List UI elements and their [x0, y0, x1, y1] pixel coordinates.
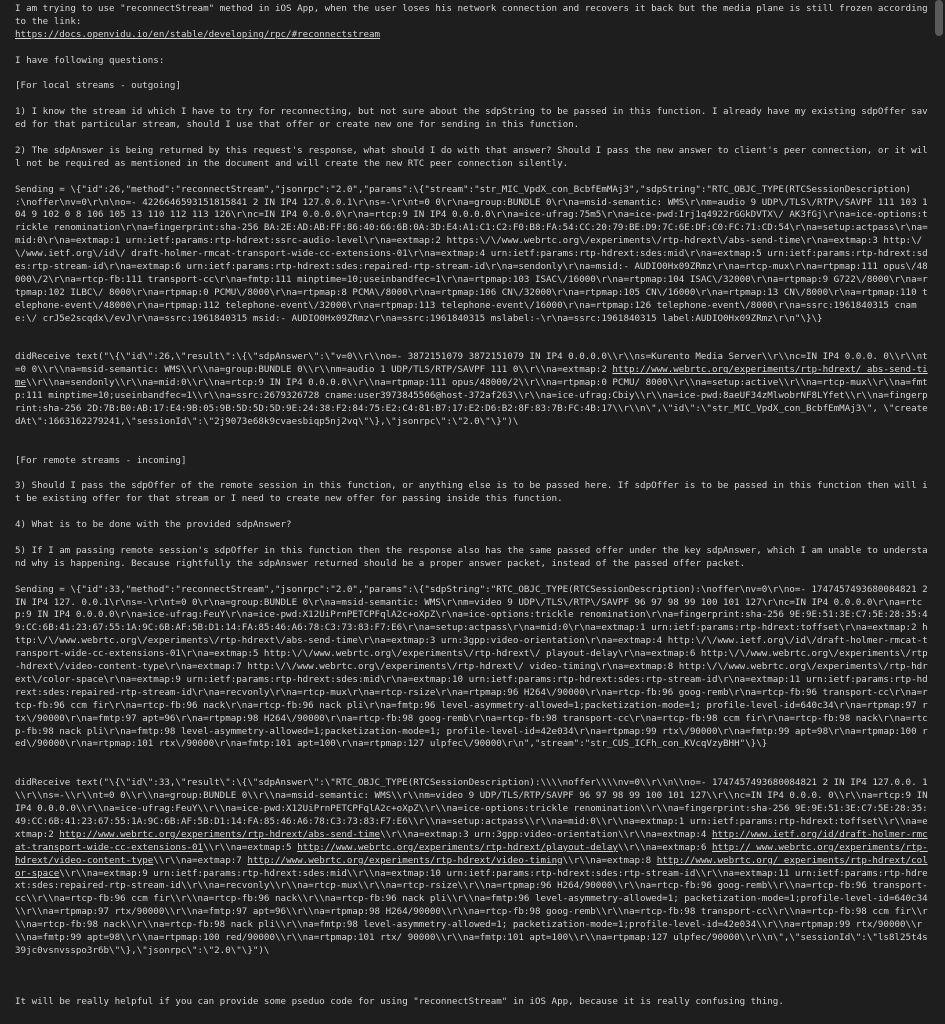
question-2: 2) The sdpAnswer is being returned by this request's response, what should I do with that answer? Should I pass the new answer to client's peer connection, or it will not be required as mentioned in the document and will create the new RTC peer connection silently.: [15, 144, 928, 169]
intro-line: I am trying to use "reconnectStream" method in iOS App, when the user loses his network connection and recovers it back but the media plane is still frozen according to the link:: [15, 3, 928, 27]
video-timing-link[interactable]: http://www.webrtc.org/experiments/rtp-hdrext/video-timing: [247, 854, 563, 866]
sending-log-local: Sending = \{"id":26,"method":"reconnectStream","jsonrpc":"2.0","params":\{"stream":"str_MIC_VpdX_con_BcbfEmMAj3","sdpString":"RTC_OBJC_TYPE(RTCSessionDescription) :\noffer\nv=0\r\n\no=- 4226646593151815841 2 IN IP4 127.0.0.1\r\ns=-\r\nt=0 0\r\na=group:BUNDLE 0\r\na=msid-semantic: WMS\r\nm=audio 9 UDP\/TLS\/RTP\/SAVPF 111 103 104 9 102 0 8 106 105 13 110 112 113 126\r\nc=IN IP4 0.0.0.0\r\na=rtcp:9 IN IP4 0.0.0.0\r\na=ice-ufrag:75m5\r\na=ice-pwd:Irj1q4922rGGkDVTX\/ AK3fGj\r\na=ice-options:trickle renomination\r\na=fingerprint:sha-256 BA:2E:AD:AB:FF:86:40:66:6B:0A:3D:E4:A1:C1:C2:F0:B8:FA:54:CC:20:79:BE:D9:7C:6E:DF:C0:FC:71:CD:54\r\na=setup:actpass\r\na=mid:0\r\na=extmap:1 urn:ietf:params:rtp-hdrext:ssrc-audio-level\r\na=extmap:2 https:\/\/www.webrtc.org\/experiments\/rtp-hdrext\/abs-send-time\r\na=extmap:3 http:\/\/www.ietf.org\/id\/ draft-holmer-rmcat-transport-wide-cc-extensions-01\r\na=extmap:4 urn:ietf:params:rtp-hdrext:sdes:mid\r\na=extmap:5 urn:ietf:params:rtp-hdrext:sdes:rtp-stream-id\r\na=extmap:6 urn:ietf:params:rtp-hdrext:sdes:repaired-rtp-stream-id\r\na=sendonly\r\na=msid:- AUDIO0Hx09ZRmz\r\na=rtcp-mux\r\na=rtpmap:111 opus\/48000\/2\r\na=rtcp-fb:111 transport-cc\r\na=fmtp:111 minptime=10;useinbandfec=1\r\na=rtpmap:103 ISAC\/16000\r\na=rtpmap:104 ISAC\/32000\r\na=rtpmap:9 G722\/8000\r\na=rtpmap:102 ILBC\/ 8000\r\na=rtpmap:0 PCMU\/8000\r\na=rtpmap:8 PCMA\/8000\r\na=rtpmap:106 CN\/32000\r\na=rtpmap:105 CN\/16000\r\na=rtpmap:13 CN\/8000\r\na=rtpmap:110 telephone-event\/48000\r\na=rtpmap:112 telephone-event\/32000\r\na=rtpmap:113 telephone-event\/16000\r\na=rtpmap:126 telephone-event\/8000\r\na=ssrc:1961840315 cname:\/ crJ5e2scqdx\/evJ\r\na=ssrc:1961840315 msid:- AUDIO0Hx09ZRmz\r\na=ssrc:1961840315 mslabel:-\r\na=ssrc:1961840315 label:AUDIO0Hx09ZRmz\r\n"\}\}: [15, 183, 928, 324]
local-streams-heading: [For local streams - outgoing]: [15, 80, 181, 92]
remote-streams-heading: [For remote streams - incoming]: [15, 454, 187, 466]
question-5: 5) If I am passing remote session's sdpOffer in this function then the response also has the same passed offer under the key sdpAnswer, which I am unable to understand why is happening. Because rightfully the sdpAnswer returned should be a proper answer packet, instead of the passed offer packet.: [15, 544, 928, 569]
receive-log-remote-part-g: \\r\\na=extmap:9 urn:ietf:params:rtp-hdrext:sdes:mid\\r\\na=extmap:10 urn:ietf:params:rtp-hdrext:sdes:rtp-stream-id\\r\\na=extmap:11 urn:ietf:params:rtp-hdrext:sdes:repaired-rtp-stream-id\\r\\na=recvonly\\r\\na=rtcp-mux\\r\\na=rtcp-rsize\\r\\na=rtpmap:96 H264/90000\\r\\na=rtcp-fb:96 goog-remb\\r\\na=rtcp-fb:96 transport-cc\\r\\na=rtcp-fb:96 ccm fir\\r\\na=rtcp-fb:96 nack\\r\\na=rtcp-fb:96 nack pli\\r\\na=fmtp:96 level-asymmetry-allowed=1; packetization-mode=1;profile-level-id=640c34\\r\\na=rtpmap:97 rtx/90000\\r\\na=fmtp:97 apt=96\\r\\na=rtpmap:98 H264/90000\\r\\na=rtcp-fb:98 goog-remb\\r\\na=rtcp-fb:98 transport-cc\\r\\na=rtcp-fb:98 ccm fir\\r\\na=rtcp-fb:98 nack\\r\\na=rtcp-fb:98 nack pli\\r\\na=fmtp:98 level-asymmetry-allowed=1; packetization-mode=1;profile-level-id=42e034\\r\\na=rtpmap:99 rtx/90000\\r\\na=fmtp:99 apt=98\\r\\na=rtpmap:100 red/90000\\r\\na=rtpmap:101 rtx/ 90000\\r\\na=fmtp:101 apt=100\\r\\na=rtpmap:127 ulpfec/90000\\r\\n\",\"sessionId\":\"ls8l25t4s39jc0vsnvsspo3r6b\"\},\"jsonrpc\":\"2.0\"\}")\: [15, 867, 928, 956]
receive-log-local-part-a: didReceive text("\{\"id\":26,\"result\":\{\"sdpAnswer\":\"v=0\\r\\no=- 3872151079 3872151079 IN IP4 0.0.0.0\\r\\ns=Kurento Media Server\\r\\nc=IN IP4 0.0.0. 0\\r\\nt=0 0\\r\\na=msid-semantic: WMS\\r\\na=group:BUNDLE 0\\r\\nm=audio 1 UDP/TLS/RTP/SAVPF 111 0\\r\\na=extmap:2: [15, 351, 928, 376]
receive-log-local-part-b: \\r\\na=sendonly\\r\\na=mid:0\\r\\na=rtcp:9 IN IP4 0.0.0.0\\r\\na=rtpmap:111 opus/48000/2\\r\\na=rtpmap:0 PCMU/ 8000\\r\\na=setup:active\\r\\na=rtcp-mux\\r\\na=fmtp:111 minptime=10;useinbandfec=1\\r\\na=ssrc:2679326728 cname:user3973845506@host-372af263\\r\\na=ice-ufrag:Cbiy\\r\\na=ice-pwd:8aeUF34zMlwobrNF8LYfet\\r\\na=fingerprint:sha-256 2D:7B:B0:AB:17:E4:9B:05:9B:5D:5D:5D:9E:24:38:F2:84:75:E2:C4:81:B7:17:E2:D6:B2:8F:83:7B:FC:4B:17\\r\\n\",\"id\":\"str_MIC_VpdX_con_BcbfEmMAj3\", \"createdAt\":1663162279241,\"sessionId\":\"2j9073e68k9cvaesbiqp5nj2vq\"\},\"jsonrpc\":\"2.0\"\}")\: [15, 377, 928, 427]
receive-log-remote-part-e: \\r\\na=extmap:7: [153, 854, 248, 866]
receive-log-remote-part-a: didReceive text("\{\"id\":33,\"result\":\{\"sdpAnswer\":\"RTC_OBJC_TYPE(RTCSessionDescription):\\\\noffer\\\\nv=0\\r\\n\\no=- 1747457493680084821 2 IN IP4 127.0.0. 1\\r\\ns=-\\r\\nt=0 0\\r\\na=group:BUNDLE 0\\r\\na=msid-semantic: WMS\\r\\nm=video 9 UDP/TLS/RTP/SAVPF 96 97 98 99 100 101 127\\r\\nc=IN IP4 0.0.0. 0\\r\\na=rtcp:9 IN IP4 0.0.0.0\\r\\na=ice-ufrag:FeuY\\r\\na=ice-pwd:X12UiPrnPETCPFqlA2c+oXpZ\\r\\na=ice-options:trickle renomination\\r\\na=fingerprint:sha-256 9E:9E:51:3E:C7:5E:28:35:49:CC:6B:41:23:67:55:1A:9C:6B:AF:5B:D1:14:FA:85:46:A6:78:C3:73:83:F7:E6\\r\\na=setup:actpass\\r\\na=mid:0\\r\\na=extmap:1 urn:ietf:params:rtp-hdrext:toffset\\r\\na=extmap:2: [15, 777, 928, 840]
receive-log-remote-part-d: \\r\\na=extmap:6: [617, 841, 712, 853]
receive-log-remote-part-c: \\r\\na=extmap:5: [203, 841, 298, 853]
sending-log-remote: Sending = \{"id":33,"method":"reconnectStream","jsonrpc":"2.0","params":\{"sdpString":"RTC_OBJC_TYPE(RTCSessionDescription):\noffer\nv=0\r\no=- 1747457493680084821 2 IN IP4 127. 0.0.1\r\ns=-\r\nt=0 0\r\na=group:BUNDLE 0\r\na=msid-semantic: WMS\r\nm=video 9 UDP\/TLS\/RTP\/SAVPF 96 97 98 99 100 101 127\r\nc=IN IP4 0.0.0.0\r\na=rtcp:9 IN IP4 0.0.0.0\r\na=ice-ufrag:FeuY\r\na=ice-pwd:X12UiPrnPETCPFqlA2c+oXpZ\r\na=ice-options:trickle renomination\r\na=fingerprint:sha-256 9E:9E:51:3E:C7:5E:28:35:49:CC:6B:41:23:67:55:1A:9C:6B:AF:5B:D1:14:FA:85:46:A6:78:C3:73:83:F7:E6\r\na=setup:actpass\r\na=mid:0\r\na=extmap:1 urn:ietf:params:rtp-hdrext:toffset\r\na=extmap:2 http:\/\/www.webrtc.org\/experiments\/rtp-hdrext\/abs-send-time\r\na=extmap:3 urn:3gpp:video-orientation\r\na=extmap:4 http:\/\/www.ietf.org\/id\/draft-holmer-rmcat-transport-wide-cc-extensions-01\r\na=extmap:5 http:\/\/www.webrtc.org\/experiments\/rtp-hdrext\/ playout-delay\r\na=extmap:6 http:\/\/www.webrtc.org\/experiments\/rtp-hdrext\/video-content-type\r\na=extmap:7 http:\/\/www.webrtc.org\/experiments\/rtp-hdrext\/ video-timing\r\na=extmap:8 http:\/\/www.webrtc.org\/experiments\/rtp-hdrext\/color-space\r\na=extmap:9 urn:ietf:params:rtp-hdrext:sdes:mid\r\na=extmap:10 urn:ietf:params:rtp-hdrext:sdes:rtp-stream-id\r\na=extmap:11 urn:ietf:params:rtp-hdrext:sdes:repaired-rtp-stream-id\r\na=recvonly\r\na=rtcp-mux\r\na=rtcp-rsize\r\na=rtpmap:96 H264\/90000\r\na=rtcp-fb:96 goog-remb\r\na=rtcp-fb:96 transport-cc\r\na=rtcp-fb:96 ccm fir\r\na=rtcp-fb:96 nack\r\na=rtcp-fb:96 nack pli\r\na=fmtp:96 level-asymmetry-allowed=1;packetization-mode=1; profile-level-id=640c34\r\na=rtpmap:97 rtx\/90000\r\na=fmtp:97 apt=96\r\na=rtpmap:98 H264\/90000\r\na=rtcp-fb:98 goog-remb\r\na=rtcp-fb:98 transport-cc\r\na=rtcp-fb:98 ccm fir\r\na=rtcp-fb:98 nack\r\na=rtcp-fb:98 nack pli\r\na=fmtp:98 level-asymmetry-allowed=1;packetization-mode=1; profile-level-id=42e034\r\na=rtpmap:99 rtx\/90000\r\na=fmtp:99 apt=98\r\na=rtpmap:100 red\/90000\r\na=rtpmap:101 rtx\/90000\r\na=fmtp:101 apt=100\r\na=rtpmap:127 ulpfec\/90000\r\n","stream":"str_CUS_ICFh_con_KVcqVzyBHH"\}\}: [15, 583, 928, 750]
docs-link[interactable]: https://docs.openvidu.io/en/stable/developing/rpc/#reconnectstream: [15, 28, 381, 40]
closing-request: It will be really helpful if you can provide some pseduo code for using "reconnectStream" in iOS App, because it is really confusing thing.: [15, 995, 784, 1007]
playout-delay-link[interactable]: http://www.webrtc.org/experiments/rtp-hdrext/playout-delay: [297, 841, 618, 853]
question-3: 3) Should I pass the sdpOffer of the remote session in this function, or anything else is to be passed here. If sdpOffer is to be passed in this function then will it be existing offer for that stream or I need to create new offer for passing inside this function.: [15, 480, 928, 505]
question-document: [15, 3, 931, 1009]
transport-cc-link[interactable]: http://www.ietf.org/id/draft-holmer-rmcat-transport-wide-cc-extensions-01: [15, 828, 928, 853]
receive-log-remote-part-f: \\r\\na=extmap:8: [562, 854, 657, 866]
intro-text: [15, 3, 931, 42]
receive-log-local: [15, 351, 931, 428]
receive-log-remote-part-b: \\r\\na=extmap:3 urn:3gpp:video-orientation\\r\\na=extmap:4: [380, 828, 712, 840]
scrollbar-thumb[interactable]: [935, 0, 943, 36]
receive-log-remote: [15, 777, 931, 958]
abs-send-time-link-2[interactable]: http://www.webrtc.org/experiments/rtp-hdrext/abs-send-time: [59, 828, 381, 840]
video-content-type-link[interactable]: http:// www.webrtc.org/experiments/rtp-hdrext/video-content-type: [15, 841, 928, 866]
abs-send-time-link[interactable]: http://www.webrtc.org/experiments/rtp-hdrext/ abs-send-time: [15, 364, 928, 389]
scrollbar-track[interactable]: [933, 0, 945, 1024]
color-space-link[interactable]: http://www.webrtc.org/ experiments/rtp-hdrext/color-space: [15, 854, 928, 879]
question-4: 4) What is to be done with the provided sdpAnswer?: [15, 519, 292, 531]
questions-heading: I have following questions:: [15, 54, 165, 66]
question-1: 1) I know the stream id which I have to try for reconnecting, but not sure about the sdpString to be passed in this function. I already have my existing sdpOffer saved for that particular stream, should I use that offer or create new one for sending in this function.: [15, 106, 928, 131]
